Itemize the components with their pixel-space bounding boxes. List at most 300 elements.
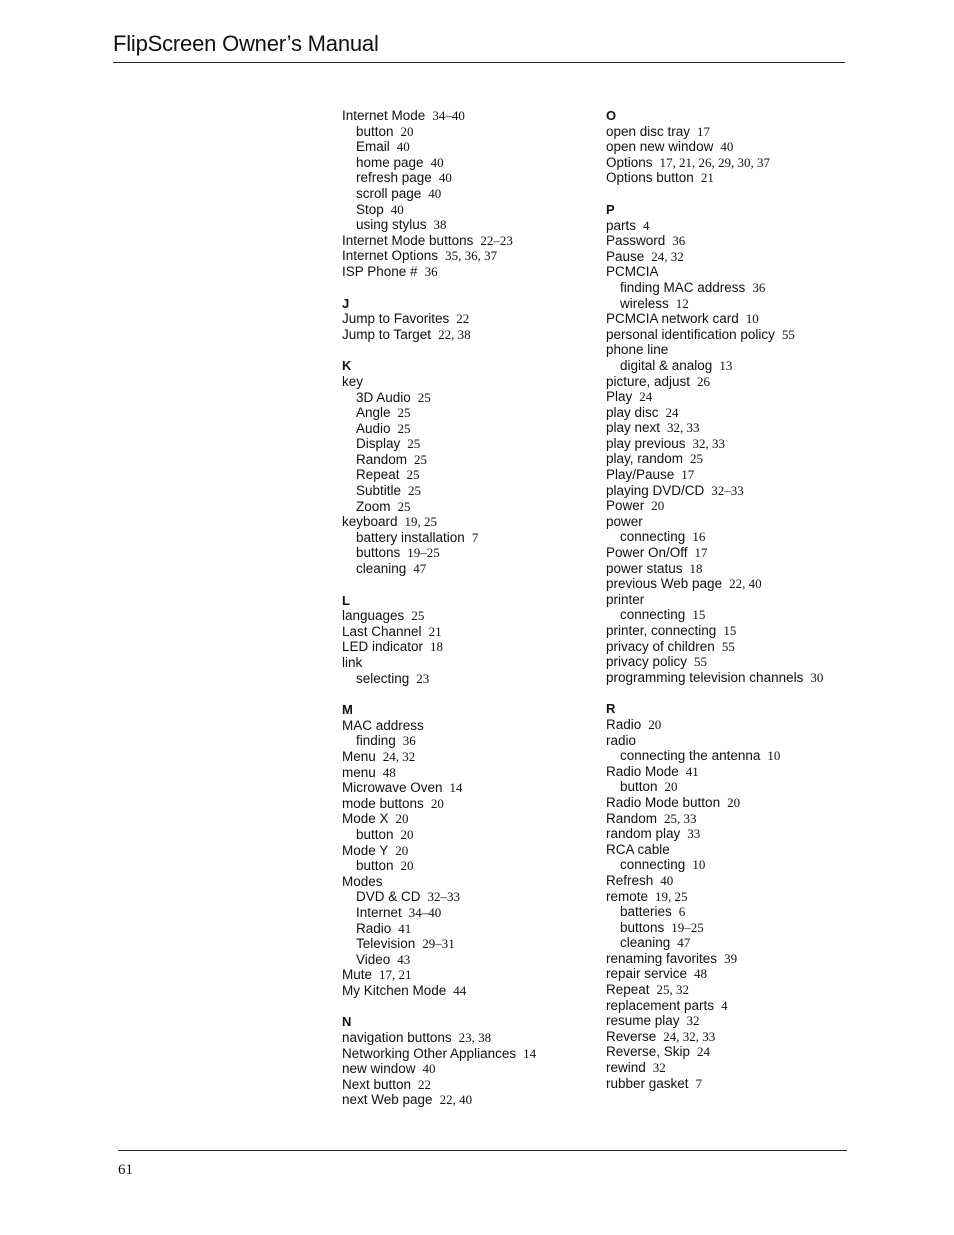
index-term: Radio Mode button — [606, 794, 721, 810]
index-term: parts — [606, 217, 637, 233]
index-entry — [342, 983, 592, 999]
index-page-refs: 25 — [414, 451, 428, 467]
index-term: Modes — [342, 873, 383, 889]
index-letter-heading: M — [342, 702, 353, 718]
index-term: printer, connecting — [606, 623, 717, 638]
index-entry — [606, 1060, 856, 1076]
index-entry — [606, 420, 856, 436]
index-term: button — [620, 779, 658, 795]
index-term: personal identification policy — [606, 326, 775, 342]
index-page-refs: 22–23 — [480, 232, 513, 248]
index-subentry — [342, 936, 592, 952]
index-entry — [606, 139, 856, 155]
index-entry — [342, 248, 592, 264]
index-page-refs: 25 — [397, 420, 411, 436]
index-term: key — [342, 373, 364, 389]
index-subentry — [606, 935, 856, 951]
index-subentry — [606, 857, 856, 873]
index-term: repair service — [606, 966, 688, 982]
index-term: Internet Mode buttons — [342, 232, 474, 248]
index-page-refs: 24, 32, 33 — [663, 1028, 716, 1044]
index-page-refs: 48 — [694, 966, 708, 982]
index-term: Radio Mode — [606, 763, 679, 779]
index-entry — [342, 967, 592, 983]
index-subentry — [342, 421, 592, 437]
index-term: Zoom — [356, 498, 391, 514]
index-page-refs: 25 — [397, 498, 411, 514]
index-page-refs: 21 — [700, 170, 714, 186]
index-subentry — [342, 452, 592, 468]
index-entry — [606, 592, 856, 608]
index-page-refs: 26 — [697, 373, 711, 389]
index-page-refs: 36 — [402, 733, 416, 749]
index-entry — [606, 811, 856, 827]
index-subentry — [342, 952, 592, 968]
index-page-refs: 20 — [664, 779, 678, 795]
index-page-refs: 10 — [745, 311, 759, 327]
index-subentry — [342, 483, 592, 499]
index-page-refs: 40 — [396, 139, 410, 155]
index-page-refs: 25 — [406, 467, 420, 483]
index-letter-heading: O — [606, 108, 617, 123]
index-subentry — [606, 529, 856, 545]
index-term: scroll page — [356, 185, 422, 201]
index-page-refs: 35, 36, 37 — [445, 248, 498, 264]
index-page-refs: 24 — [697, 1044, 711, 1060]
index-subentry — [606, 607, 856, 623]
index-page-refs: 32, 33 — [692, 435, 726, 451]
index-page-refs: 22, 40 — [729, 576, 762, 592]
index-subentry — [342, 499, 592, 515]
index-page-refs: 24 — [665, 404, 679, 420]
index-term: Mute — [342, 967, 373, 983]
index-term: MAC address — [342, 717, 424, 733]
index-entry — [606, 233, 856, 249]
index-subentry — [342, 170, 592, 186]
index-term: link — [342, 655, 363, 670]
index-page-refs: 34–40 — [408, 904, 442, 920]
index-term: using stylus — [356, 217, 427, 233]
index-term: renaming favorites — [606, 950, 718, 966]
index-entry — [342, 796, 592, 812]
index-subentry — [342, 390, 592, 406]
index-page-refs: 15 — [692, 607, 706, 623]
index-subentry — [342, 671, 592, 687]
index-entry — [606, 561, 856, 577]
index-entry — [606, 1044, 856, 1060]
index-entry — [606, 545, 856, 561]
index-subentry — [342, 905, 592, 921]
index-subentry — [342, 405, 592, 421]
index-page-refs: 24, 32 — [382, 748, 416, 764]
index-letter-heading: R — [606, 701, 616, 717]
index-entry — [342, 655, 592, 671]
index-page-refs: 22 — [456, 311, 470, 327]
index-page-refs: 7 — [695, 1075, 703, 1091]
index-subentry — [342, 561, 592, 577]
index-entry — [606, 514, 856, 530]
index-page-refs: 14 — [449, 780, 463, 796]
index-subentry — [606, 280, 856, 296]
index-term: navigation buttons — [342, 1030, 452, 1046]
index-entry — [342, 327, 592, 343]
index-page-refs: 17, 21 — [379, 967, 412, 983]
index-page-refs: 17, 21, 26, 29, 30, 37 — [659, 154, 771, 170]
index-term: 3D Audio — [356, 389, 411, 405]
index-entry — [606, 889, 856, 905]
index-subentry — [342, 186, 592, 202]
index-term: printer — [606, 591, 645, 607]
index-page-refs: 23 — [416, 670, 430, 686]
index-entry — [606, 436, 856, 452]
index-term: radio — [606, 732, 637, 748]
index-term: Last Channel — [342, 623, 422, 639]
index-term: Internet — [356, 904, 402, 920]
index-entry — [606, 733, 856, 749]
index-page-refs: 25, 33 — [664, 810, 697, 826]
index-page-refs: 32 — [652, 1060, 666, 1076]
index-page-refs: 55 — [721, 638, 735, 654]
index-page-refs: 48 — [382, 764, 396, 780]
index-subentry — [342, 858, 592, 874]
index-page-refs: 12 — [675, 295, 689, 311]
index-page-refs: 7 — [471, 529, 479, 545]
index-letter-heading: N — [342, 1014, 352, 1030]
index-term: connecting the antenna — [620, 748, 761, 764]
index-page-refs: 32–33 — [711, 482, 744, 498]
index-term: play, random — [606, 451, 684, 467]
index-subentry — [606, 779, 856, 795]
index-term: connecting — [620, 607, 686, 623]
index-term: power status — [606, 560, 683, 576]
index-subentry — [342, 202, 592, 218]
index-page-refs: 14 — [523, 1045, 537, 1061]
index-entry — [606, 576, 856, 592]
index-entry — [606, 826, 856, 842]
index-term: Microwave Oven — [342, 780, 443, 796]
header-divider — [113, 62, 845, 63]
index-subentry — [606, 296, 856, 312]
index-page-refs: 25, 32 — [656, 982, 690, 998]
index-term: Reverse, Skip — [606, 1044, 691, 1060]
index-entry — [606, 405, 856, 421]
index-term: Reverse — [606, 1028, 657, 1044]
index-term: DVD & CD — [356, 889, 421, 905]
index-entry — [606, 218, 856, 234]
index-subentry — [606, 748, 856, 764]
index-column-left — [342, 108, 592, 1108]
index-term: picture, adjust — [606, 373, 691, 389]
index-page-refs: 20 — [400, 826, 414, 842]
index-term: Audio — [356, 420, 391, 436]
index-page-refs: 4 — [643, 217, 650, 233]
index-term: Internet Options — [342, 248, 439, 264]
index-subentry — [606, 904, 856, 920]
index-term: play disc — [606, 404, 659, 420]
index-term: Jump to Target — [342, 326, 432, 342]
index-entry — [606, 311, 856, 327]
index-subentry — [342, 467, 592, 483]
index-page-refs: 40 — [438, 170, 452, 186]
index-entry — [606, 670, 856, 686]
index-term: Radio — [356, 920, 392, 936]
index-term: resume play — [606, 1013, 680, 1029]
page-header-title: FlipScreen Owner’s Manual — [113, 31, 379, 56]
index-entry — [342, 1030, 592, 1046]
index-term: finding — [356, 733, 396, 749]
index-subentry — [342, 217, 592, 233]
index-term: phone line — [606, 342, 669, 358]
index-page-refs: 32, 33 — [667, 420, 700, 436]
index-page-refs: 25 — [690, 451, 704, 467]
index-page-refs: 22 — [418, 1076, 432, 1092]
index-term: random play — [606, 826, 681, 842]
index-page-refs: 20 — [395, 811, 409, 827]
index-page-refs: 43 — [397, 951, 411, 967]
index-term: Repeat — [606, 982, 650, 998]
index-page-refs: 6 — [678, 904, 686, 920]
index-term: My Kitchen Mode — [342, 982, 447, 998]
index-page-refs: 17 — [697, 123, 711, 139]
index-entry — [606, 124, 856, 140]
index-column-right — [606, 108, 856, 1091]
index-term: RCA cable — [606, 841, 670, 857]
index-term: button — [356, 858, 394, 874]
index-entry — [342, 514, 592, 530]
index-page-refs: 36 — [424, 263, 438, 279]
index-term: Subtitle — [356, 483, 402, 499]
index-term: replacement parts — [606, 997, 715, 1013]
index-term: Internet Mode — [342, 108, 426, 123]
index-entry — [606, 342, 856, 358]
index-term: Next button — [342, 1076, 412, 1092]
index-page-refs: 19–25 — [671, 919, 704, 935]
index-page-refs: 20 — [648, 716, 662, 732]
index-entry — [606, 966, 856, 982]
index-page-refs: 38 — [433, 217, 447, 233]
index-page-refs: 32–33 — [427, 889, 461, 905]
index-letter-heading: L — [342, 592, 350, 608]
index-entry — [606, 327, 856, 343]
index-page-refs: 47 — [413, 561, 427, 577]
index-subentry — [342, 921, 592, 937]
index-entry — [606, 842, 856, 858]
index-term: play next — [606, 420, 661, 436]
index-entry — [342, 233, 592, 249]
index-page-refs: 10 — [692, 857, 706, 873]
index-entry — [342, 1061, 592, 1077]
index-entry — [606, 264, 856, 280]
index-term: power — [606, 513, 643, 529]
index-term: buttons — [620, 919, 665, 935]
index-term: privacy policy — [606, 654, 688, 670]
index-entry — [342, 780, 592, 796]
index-entry — [342, 374, 592, 390]
index-term: button — [356, 123, 394, 139]
index-term: play previous — [606, 435, 686, 451]
index-term: Mode Y — [342, 842, 389, 858]
index-entry — [606, 389, 856, 405]
index-subentry — [342, 139, 592, 155]
index-term: Display — [356, 436, 401, 452]
index-page-refs: 25 — [411, 608, 425, 624]
index-page-refs: 20 — [400, 858, 414, 874]
index-term: Networking Other Appliances — [342, 1045, 517, 1061]
index-page-refs: 20 — [400, 123, 414, 139]
index-entry — [606, 1076, 856, 1092]
index-page-refs: 18 — [689, 560, 703, 576]
index-subentry — [342, 889, 592, 905]
index-subentry — [342, 827, 592, 843]
index-page-refs: 55 — [781, 326, 795, 342]
index-term: Video — [356, 951, 391, 967]
index-term: PCMCIA — [606, 264, 659, 280]
index-entry — [606, 467, 856, 483]
index-entry — [606, 155, 856, 171]
index-subentry — [342, 124, 592, 140]
index-entry — [606, 951, 856, 967]
index-term: playing DVD/CD — [606, 482, 705, 498]
index-term: Random — [606, 810, 658, 826]
index-entry — [606, 998, 856, 1014]
index-term: Repeat — [356, 467, 400, 483]
index-page-refs: 25 — [408, 483, 422, 499]
index-subentry — [342, 530, 592, 546]
index-subentry — [606, 358, 856, 374]
index-entry — [342, 311, 592, 327]
index-page-refs: 25 — [417, 389, 431, 405]
index-term: finding MAC address — [620, 279, 746, 295]
index-term: wireless — [620, 295, 669, 311]
index-term: battery installation — [356, 529, 465, 545]
index-term: open new window — [606, 139, 714, 155]
index-page-refs: 34–40 — [432, 108, 465, 123]
index-page-refs: 41 — [398, 920, 412, 936]
index-page-refs: 20 — [651, 498, 665, 514]
index-entry — [342, 639, 592, 655]
index-subentry — [342, 545, 592, 561]
index-page-refs: 44 — [453, 982, 467, 998]
index-term: Power — [606, 498, 645, 514]
index-page-refs: 19–25 — [407, 545, 440, 561]
footer-divider — [118, 1150, 847, 1151]
index-entry — [606, 623, 856, 639]
index-term: remote — [606, 888, 649, 904]
index-term: Angle — [356, 405, 391, 421]
index-term: PCMCIA network card — [606, 311, 739, 327]
index-subentry — [342, 436, 592, 452]
index-page-refs: 29–31 — [422, 936, 455, 952]
index-term: Menu — [342, 748, 376, 764]
index-page-refs: 4 — [721, 997, 728, 1013]
index-page-refs: 19, 25 — [404, 514, 438, 530]
index-page-refs: 24 — [639, 389, 653, 405]
index-page-refs: 10 — [767, 748, 781, 764]
index-page-refs: 19, 25 — [655, 888, 688, 904]
index-page-refs: 40 — [428, 185, 442, 201]
index-entry — [342, 264, 592, 280]
index-term: digital & analog — [620, 357, 713, 373]
index-term: buttons — [356, 545, 401, 561]
index-term: cleaning — [620, 935, 671, 951]
index-term: keyboard — [342, 514, 398, 530]
index-entry — [342, 624, 592, 640]
index-term: connecting — [620, 857, 686, 873]
index-page-refs: 13 — [719, 357, 733, 373]
index-entry — [342, 718, 592, 734]
index-term: connecting — [620, 529, 686, 545]
index-entry — [606, 498, 856, 514]
index-term: mode buttons — [342, 795, 424, 811]
index-entry — [342, 811, 592, 827]
index-entry — [606, 795, 856, 811]
index-page-refs: 18 — [430, 639, 444, 655]
index-page-refs: 25 — [407, 436, 421, 452]
index-term: Options — [606, 154, 653, 170]
index-entry — [606, 451, 856, 467]
index-term: button — [356, 826, 394, 842]
index-letter-heading: J — [342, 295, 350, 311]
index-entry — [606, 1029, 856, 1045]
index-page-refs: 40 — [390, 201, 404, 217]
index-page-refs: 15 — [723, 623, 737, 638]
index-term: Play/Pause — [606, 467, 675, 483]
index-term: Refresh — [606, 872, 654, 888]
index-page-refs: 24, 32 — [651, 248, 684, 264]
index-page-refs: 33 — [687, 826, 701, 842]
index-page-refs: 36 — [752, 279, 766, 295]
index-page-refs: 40 — [660, 872, 674, 888]
index-term: Television — [356, 936, 416, 952]
index-term: Mode X — [342, 811, 389, 827]
index-entry — [606, 717, 856, 733]
index-entry — [342, 749, 592, 765]
index-page-refs: 55 — [694, 654, 708, 670]
index-term: next Web page — [342, 1092, 433, 1108]
index-entry — [606, 374, 856, 390]
index-entry — [342, 765, 592, 781]
index-letter-heading: K — [342, 358, 352, 374]
index-page-refs: 23, 38 — [458, 1030, 492, 1046]
index-entry — [342, 1077, 592, 1093]
index-page-refs: 22, 40 — [439, 1092, 473, 1108]
index-page-refs: 21 — [428, 623, 442, 639]
index-page-refs: 22, 38 — [438, 326, 471, 342]
index-term: Random — [356, 451, 408, 467]
index-page-refs: 36 — [672, 233, 686, 249]
index-entry — [342, 1092, 592, 1108]
index-entry — [606, 639, 856, 655]
index-subentry — [342, 155, 592, 171]
index-page-refs: 20 — [430, 795, 444, 811]
index-term: previous Web page — [606, 576, 723, 592]
index-term: menu — [342, 764, 376, 780]
index-letter-heading: P — [606, 201, 615, 217]
index-entry — [342, 874, 592, 890]
index-page-refs: 40 — [422, 1061, 436, 1077]
index-page-refs: 41 — [685, 763, 699, 779]
index-page-refs: 47 — [677, 935, 691, 951]
index-entry — [606, 982, 856, 998]
index-term: Email — [356, 139, 390, 155]
index-term: home page — [356, 154, 424, 170]
index-page-refs: 25 — [397, 405, 411, 421]
index-term: new window — [342, 1061, 416, 1077]
index-term: selecting — [356, 670, 410, 686]
index-entry — [342, 843, 592, 859]
index-term: languages — [342, 608, 405, 624]
index-term: batteries — [620, 904, 672, 920]
